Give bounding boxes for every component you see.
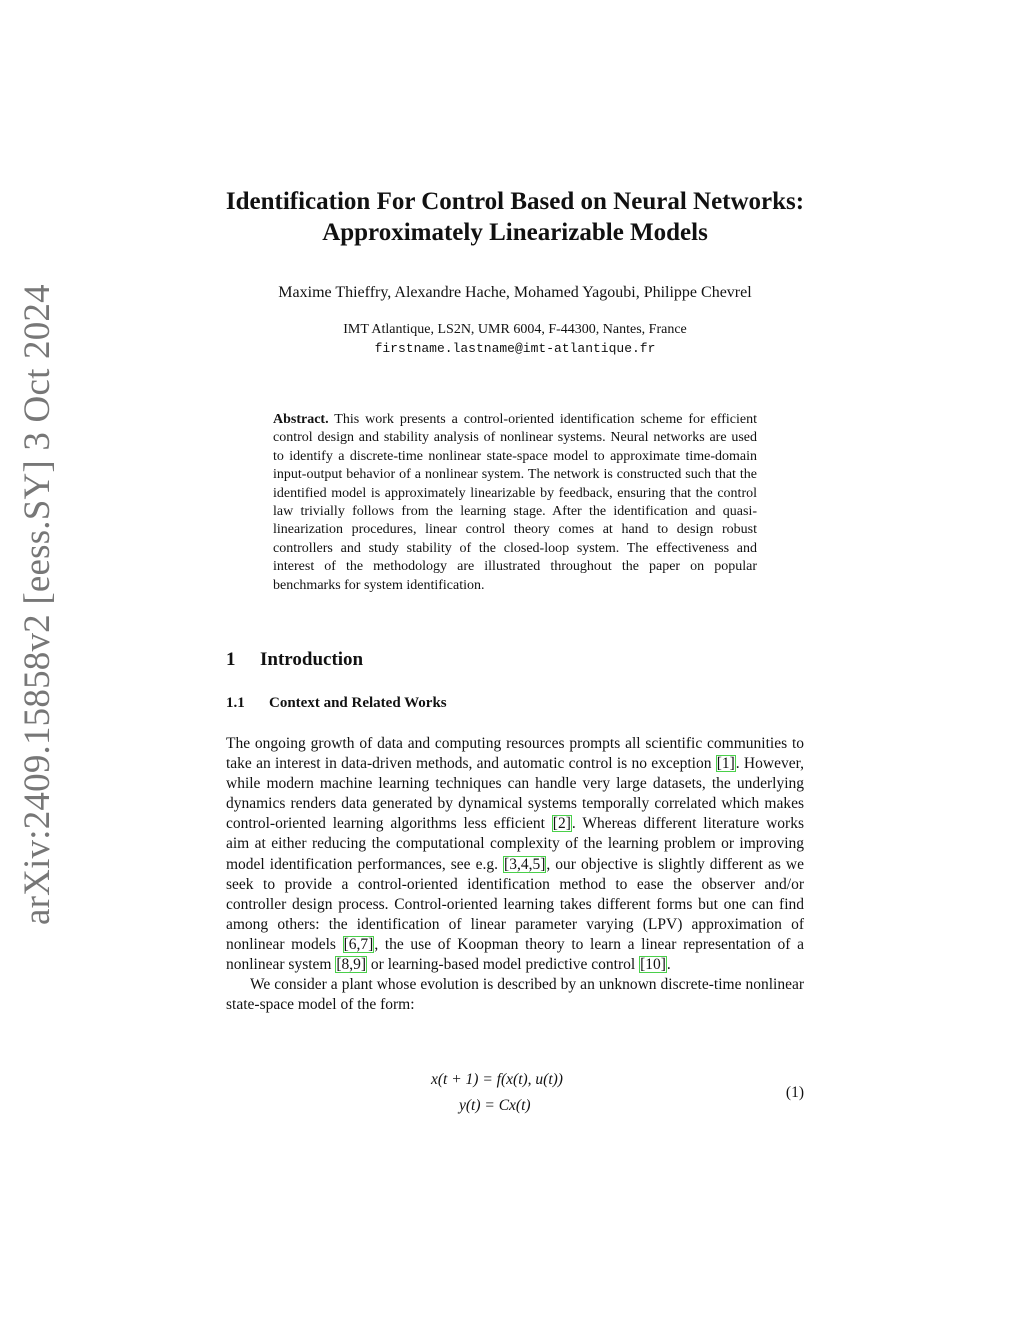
citation-link[interactable]: [8,9] [336, 956, 367, 974]
text-run: or learning-based model predictive control [367, 956, 640, 974]
citation-link[interactable]: [1] [716, 755, 735, 773]
citation-link[interactable]: [10] [640, 956, 666, 974]
paper-title: Identification For Control Based on Neural Networks: Approximately Linearizable Models [225, 188, 805, 246]
equation-line: y(t) = Cx(t) [459, 1097, 531, 1114]
abstract-text: This work presents a control-oriented identification scheme for efficient control design and stability analysis of nonlinear systems. Neural networks are used to identify a discrete-time nonlinear state-space model to approximate time-domain input-output behavior of a nonlinear system. The network is constructed such that the identified model is approximately linearizable by feedback, ensuring that the control law trivially follows from the learning stage. After the identification and quasi-linearization procedures, linear control theory comes at hand to design robust controllers and study stability of the closed-loop system. The effectiveness and interest of the methodology are illustrated throughout the paper on popular benchmarks for system identification. [273, 412, 758, 593]
abstract [273, 411, 757, 595]
citation-link[interactable]: [2] [552, 815, 571, 833]
text-run: The ongoing growth of data and computing resources prompts all scientific communities to take an interest in data-driven methods, and automatic control is no exception [226, 735, 804, 773]
text-run: , our objective is slightly different as we seek to provide a control-oriented identification method to ease the observer and/or controller design process. Control-oriented learning takes different forms but one can find among others: the identification of linear parameter varying (LPV) approximation of nonlinear models [226, 855, 804, 953]
section-number: 1 [226, 649, 236, 670]
citation-link[interactable]: [3,4,5] [504, 855, 546, 873]
email: firstname.lastname@imt-atlantique.fr [374, 341, 656, 356]
text-run: , the use of Koopman theory to learn a linear representation of a nonlinear system [226, 935, 804, 974]
subsection-title: Context and Related Works [269, 695, 447, 711]
citation-link[interactable]: [6,7] [343, 935, 374, 953]
authors: Maxime Thieffry, Alexandre Hache, Mohamed Yagoubi, Philippe Chevrel [278, 284, 752, 301]
affiliation: IMT Atlantique, LS2N, UMR 6004, F-44300, Nantes, France [343, 322, 687, 337]
section-title: Introduction [260, 649, 364, 670]
subsection-number: 1.1 [226, 695, 245, 711]
equation-line: x(t + 1) = f(x(t), u(t)) [431, 1071, 563, 1088]
affiliation-block [200, 320, 830, 358]
abstract-label: Abstract. [273, 412, 329, 427]
body-text [226, 734, 804, 1015]
arxiv-identifier: arXiv:2409.15858v2 [eess.SY] 3 Oct 2024 [17, 284, 58, 925]
subsection-heading [226, 695, 447, 712]
text-run: . [666, 956, 671, 974]
section-heading [226, 649, 363, 671]
text-run: . However, while modern machine learning techniques can handle very large datasets, the underlying dynamics renders data generated by dynamical systems temporally correlated which makes control-oriented learning algorithms less efficient [226, 755, 804, 833]
text-run: . Whereas different literature works aim at either reducing the computational complexity of the learning problem or improving model identification performances, see e.g. [226, 815, 804, 873]
paragraph [226, 734, 804, 975]
paragraph: We consider a plant whose evolution is described by an unknown discrete-time nonlinear state-space model of the form: [226, 976, 804, 1014]
equation-number: (1) [785, 1084, 804, 1101]
